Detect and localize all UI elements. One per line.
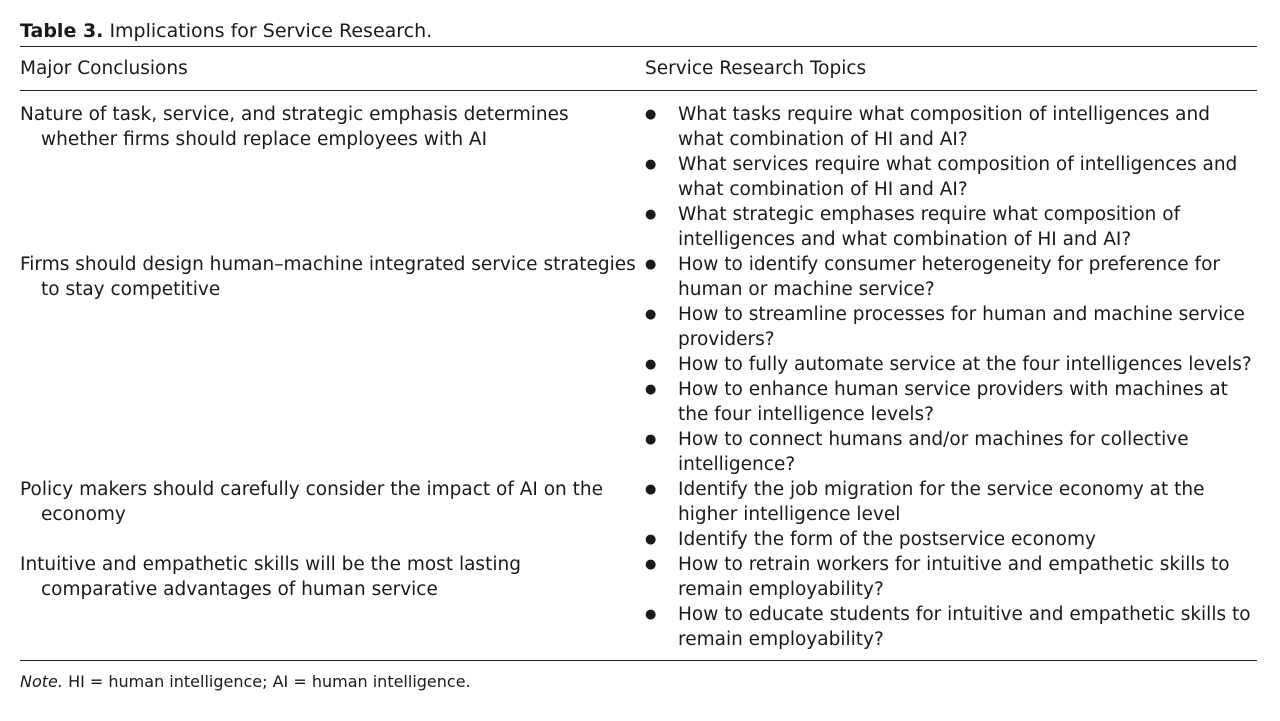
conclusion-cell: Intuitive and empathetic skills will be the most lasting comparative advantages of human service [20, 554, 521, 600]
table-label: Table 3. [20, 20, 104, 42]
table-row [20, 102, 1257, 252]
bullet-icon: ● [645, 157, 657, 172]
conclusion-cell: Firms should design human–machine integrated service strategies to stay competitive [20, 254, 636, 300]
topic-text: How to retrain workers for intuitive and empathetic skills to remain employability? [678, 554, 1230, 600]
header-major-conclusions: Major Conclusions [20, 58, 188, 79]
bullet-icon: ● [645, 482, 657, 497]
topics-cell [645, 552, 1257, 652]
topic-list-item [645, 377, 1257, 427]
topic-text: How to educate students for intuitive and empathetic skills to remain employability? [678, 604, 1251, 650]
conclusion-cell: Policy makers should carefully consider the impact of AI on the economy [20, 479, 604, 525]
topic-list-item [645, 302, 1257, 352]
bullet-icon: ● [645, 357, 657, 372]
topic-list-item [645, 527, 1257, 552]
topic-list-item [645, 427, 1257, 477]
bottom-rule [20, 660, 1257, 661]
table-note [20, 670, 1257, 694]
topics-list [645, 252, 1257, 477]
bullet-icon: ● [645, 432, 657, 447]
table-row [20, 252, 1257, 477]
topic-text: What tasks require what composition of intelligences and what combination of HI and AI? [678, 104, 1210, 150]
note-text: HI = human intelligence; AI = human intelligence. [68, 672, 471, 691]
topic-text: Identify the job migration for the service economy at the higher intelligence level [678, 479, 1205, 525]
bullet-icon: ● [645, 607, 657, 622]
topic-list-item [645, 202, 1257, 252]
bullet-icon: ● [645, 557, 657, 572]
topic-text: What strategic emphases require what composition of intelligences and what combination of HI and AI? [678, 204, 1181, 250]
bullet-icon: ● [645, 257, 657, 272]
topic-list-item [645, 477, 1257, 527]
table-container [20, 16, 1257, 694]
note-label: Note. [20, 672, 63, 691]
bullet-icon: ● [645, 207, 657, 222]
topics-cell [645, 252, 1257, 477]
topic-list-item [645, 552, 1257, 602]
topics-list [645, 477, 1257, 552]
bullet-icon: ● [645, 532, 657, 547]
topic-list-item [645, 602, 1257, 652]
topics-cell [645, 477, 1257, 552]
table-row [20, 477, 1257, 552]
header-service-research-topics: Service Research Topics [645, 58, 867, 79]
table-title: Implications for Service Research. [109, 20, 433, 42]
topic-text: How to connect humans and/or machines for collective intelligence? [678, 429, 1189, 475]
topic-list-item [645, 352, 1257, 377]
table-caption [20, 16, 1257, 46]
topics-cell [645, 102, 1257, 252]
topic-text: How to streamline processes for human and machine service providers? [678, 304, 1245, 350]
topic-text: How to identify consumer heterogeneity for preference for human or machine service? [678, 254, 1220, 300]
topics-list [645, 552, 1257, 652]
conclusion-cell: Nature of task, service, and strategic emphasis determines whether firms should replace employees with AI [20, 104, 569, 150]
topics-list [645, 102, 1257, 252]
table-row [20, 552, 1257, 652]
topic-list-item [645, 252, 1257, 302]
topic-text: What services require what composition of intelligences and what combination of HI and AI? [678, 154, 1238, 200]
bullet-icon: ● [645, 382, 657, 397]
topic-text: How to enhance human service providers with machines at the four intelligence levels? [678, 379, 1228, 425]
topic-list-item [645, 152, 1257, 202]
bullet-icon: ● [645, 307, 657, 322]
bullet-icon: ● [645, 107, 657, 122]
table-header-row [20, 47, 1257, 90]
topic-text: Identify the form of the postservice economy [678, 529, 1096, 550]
topic-text: How to fully automate service at the four intelligences levels? [678, 354, 1252, 375]
table-body [20, 91, 1257, 660]
topic-list-item [645, 102, 1257, 152]
